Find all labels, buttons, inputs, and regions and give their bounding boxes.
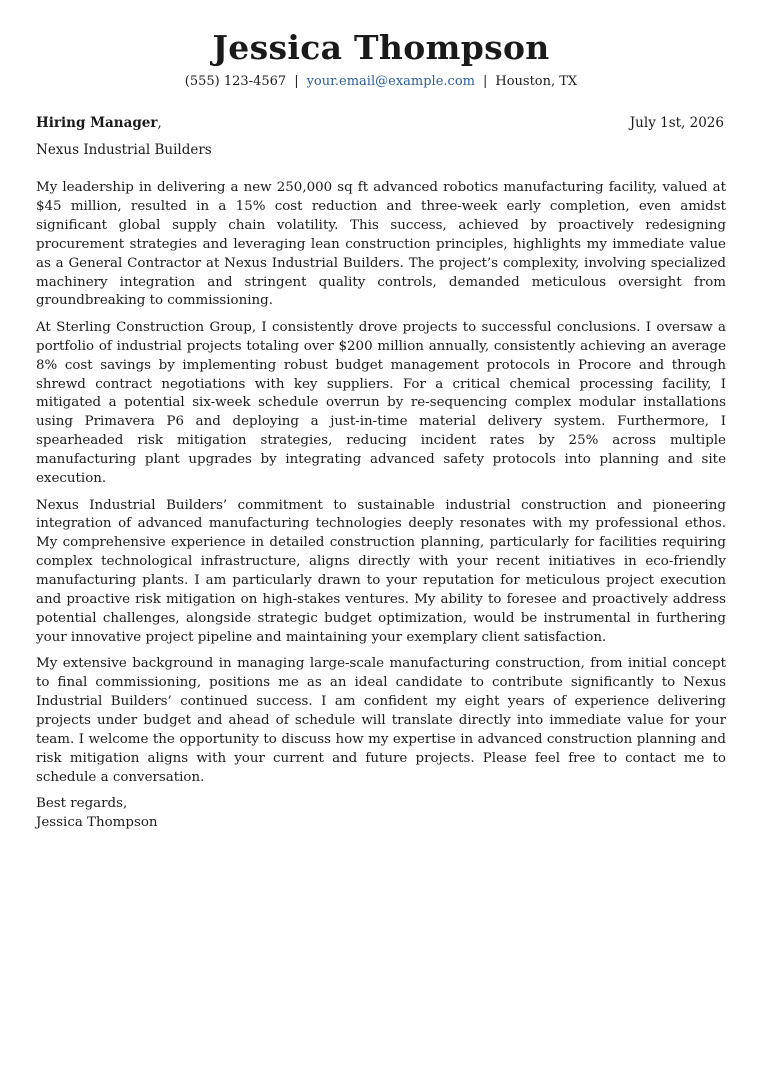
contact-separator: | bbox=[294, 74, 299, 89]
applicant-name: Jessica Thompson bbox=[212, 28, 550, 67]
letter-body bbox=[36, 179, 726, 833]
phone-number: (555) 123-4567 bbox=[184, 74, 287, 89]
closing-salutation: Best regards, bbox=[36, 796, 128, 812]
body-paragraph: My extensive background in managing large-scale manufacturing construction, from initial concept to final commissioning, positions me as an ideal candidate to contribute significantly to Nexus Industrial Builders’ continued success. I am confident my eight years of experience delivering projects under budget and ahead of schedule will translate directly into immediate value for your team. I welcome the opportunity to discuss how my expertise in advanced construction planning and risk mitigation aligns with your current and future projects. Please feel free to contact me to schedule a conversation. bbox=[36, 656, 726, 785]
body-paragraph: My leadership in delivering a new 250,000 sq ft advanced robotics manufacturing facility, valued at $45 million, resulted in a 15% cost reduction and three-week early completion, even amidst significant global supply chain volatility. This success, achieved by proactively redesigning procurement strategies and leveraging lean construction principles, highlights my immediate value as a General Contractor at Nexus Industrial Builders. The project’s complexity, involving specialized machinery integration and stringent quality controls, demanded meticulous oversight from groundbreaking to commissioning. bbox=[36, 180, 726, 309]
body-paragraph: At Sterling Construction Group, I consistently drove projects to successful conclusions. I oversaw a portfolio of industrial projects totaling over $200 million annually, consistently achieving an average 8% cost savings by implementing robust budget management protocols in Procore and through shrewd contract negotiations with key suppliers. For a critical chemical processing facility, I mitigated a potential six-week schedule overrun by re-sequencing complex modular installations using Primavera P6 and deploying a just-in-time material delivery system. Furthermore, I spearheaded risk mitigation strategies, reducing incident rates by 25% across multiple manufacturing plant upgrades by integrating advanced safety protocols into planning and site execution. bbox=[36, 319, 726, 487]
recipient-row bbox=[36, 114, 726, 133]
recipient-role: Hiring Manager bbox=[36, 115, 158, 131]
letter-date: July 1st, 2026 bbox=[629, 115, 724, 131]
location: Houston, TX bbox=[495, 74, 578, 89]
email-link[interactable]: your.email@example.com bbox=[306, 74, 475, 89]
closing-block bbox=[36, 795, 726, 833]
body-paragraph: Nexus Industrial Builders’ commitment to sustainable industrial construction and pioneering integration of advanced manufacturing technologies deeply resonates with my professional ethos. My comprehensive experience in detailed construction planning, particularly for facilities requiring complex technological infrastructure, aligns directly with your recent initiatives in eco-friendly manufacturing plants. I am particularly drawn to your reputation for meticulous project execution and proactive risk mitigation on high-stakes ventures. My ability to foresee and proactively address potential challenges, alongside strategic budget optimization, would be instrumental in furthering your innovative project pipeline and maintaining your exemplary client satisfaction. bbox=[36, 497, 726, 645]
contact-separator: | bbox=[482, 74, 488, 89]
recipient-role-comma: , bbox=[157, 115, 162, 131]
recipient-company: Nexus Industrial Builders bbox=[36, 142, 212, 158]
contact-line bbox=[36, 73, 726, 91]
closing-signature: Jessica Thompson bbox=[36, 815, 158, 830]
